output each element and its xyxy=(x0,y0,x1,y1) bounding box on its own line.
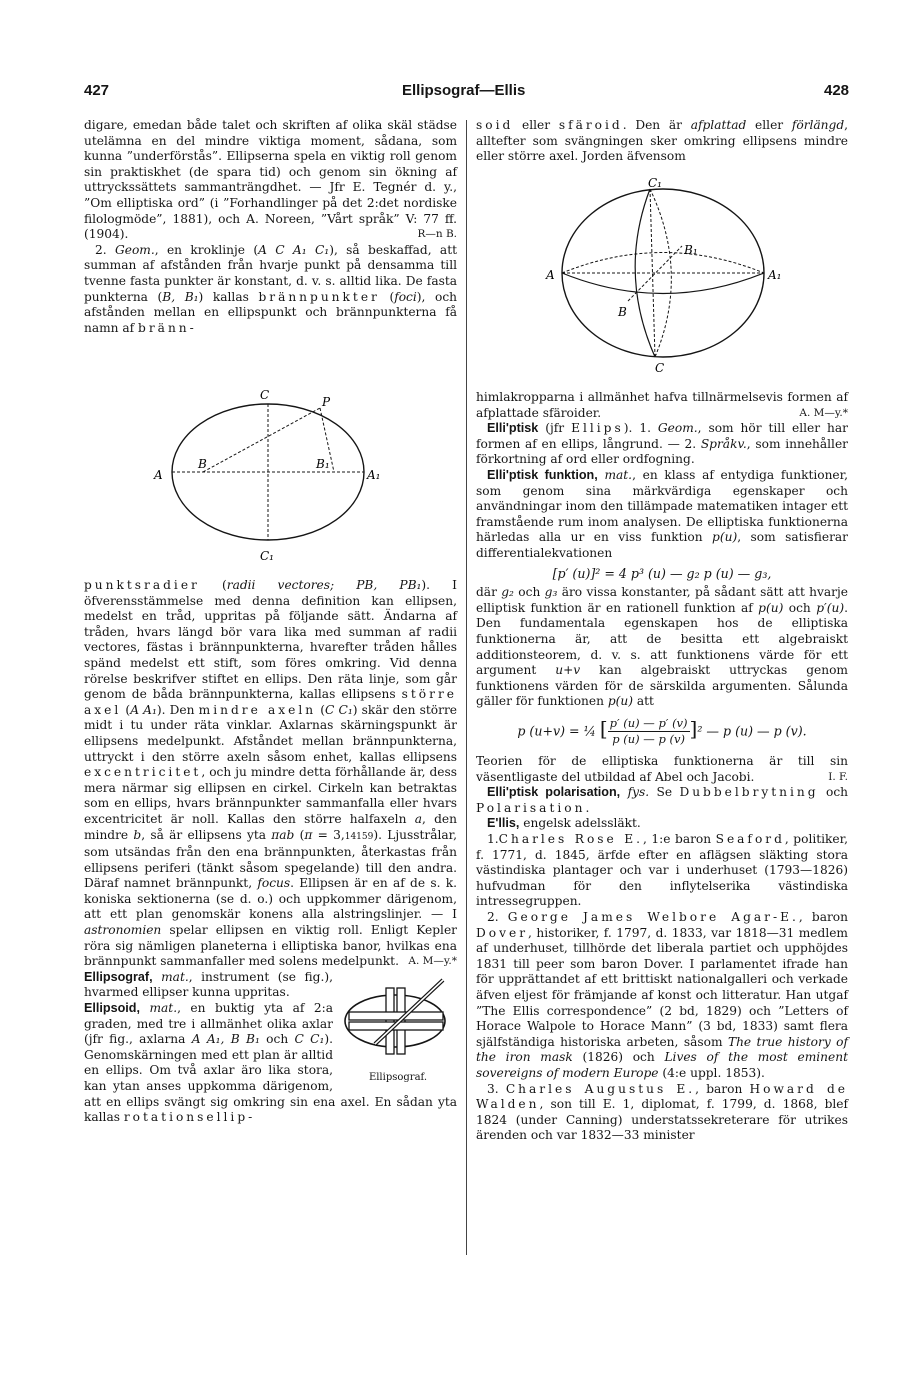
elliptisk-funktion-entry: Elli'ptisk funktion, mat., en klass af entydiga funktioner, som genom sina märkvärdiga egenskaper och användningar inom den tillämpade matematiken intager ett framstående rum inom analysen. De elliptiska funktionerna härledas alla ur en viss funktion p(u), som satisfierar differentialekvationen xyxy=(476,467,849,560)
ellipse-figure xyxy=(148,386,393,566)
page-number-right: 428 xyxy=(824,82,850,99)
ellis-1-entry: 1.Charles Rose E., 1:e baron Seaford, politiker, f. 1771, d. 1845, ärfde efter en aflägsen släkting stora västindiska plantager och var i underhuset (1793—1826) hufvudman för den inflytelserika västindiska intressegruppen. xyxy=(476,832,848,909)
label-b1: B₁ xyxy=(316,457,330,471)
ellipsoid-figure xyxy=(540,176,820,376)
ellis-entry: E'llis, engelsk adelssläkt. xyxy=(487,816,641,831)
polarisation-entry: Elli'ptisk polarisation, fys. Se Dubbelbrytning och Polarisation. xyxy=(476,785,848,815)
ellipsoid-end: himlakropparna i allmänhet hafva tillnärmelsevis formen af afplattade sfäroider. A. M—y.* xyxy=(476,390,848,420)
left-column-bottom xyxy=(84,578,457,1126)
label-a1: A₁ xyxy=(768,268,782,282)
ellis-3-entry: 3. Charles Augustus E., baron Howard de Walden, son till E. 1, diplomat, f. 1799, d. 1868, blef 1824 (under Canning) understatssekreterare för utrikes ärenden och var 1832—33 minister xyxy=(476,1081,848,1143)
left-column-top xyxy=(84,118,457,336)
signature: A. M—y.* xyxy=(408,955,457,968)
label-a: A xyxy=(154,468,163,482)
page-title: Ellipsograf—Ellis xyxy=(402,82,526,99)
label-b1: B₁ xyxy=(684,243,698,257)
label-c1-top: C₁ xyxy=(648,176,662,190)
ellipsoid-entry: Ellipsoid, mat., en buktig yta af 2:a graden, med tre i allmänhet olika axlar (jfr fig., axlarna A A₁, B B₁ och C C₁). Genomskärningen med ett plan är alltid en ellips. Om två axlar äro lika stora, kan ytan anses uppkomma därigenom, att en ellips svängt sig omkring sin ena axel. En sådan yta kallas rotationsellip- xyxy=(84,1001,457,1125)
ellipsograf-entry: Ellipsograf, mat., instrument (se fig.), hvarmed ellipser kunna uppritas. xyxy=(84,969,333,1000)
label-b: B xyxy=(198,457,207,471)
ellipsoid-continuation: soid eller sfäroid. Den är afplattad eller förlängd, alltefter som svängningen sker omkring ellipsens mindre eller större axel. Jorden äfvensom xyxy=(476,118,849,164)
ellips-geometry-paragraph: 2. Geom., en kroklinje (A C A₁ C₁), så beskaffad, att summan af afstånden från hvarje punkt på densamma till tvenne fasta punkter är konstant, d. v. s. alltid lika. De fasta punkterna (B, B₁) kallas brännpunkter (foci), och afstånden mellan en ellipspunkt och brännpunkterna få namn af bränn- xyxy=(84,242,458,335)
elliptisk-entry: Elli'ptisk (jfr Ellips). 1. Geom., som hör till eller har formen af en ellips, långrund. — 2. Språkv., som innehåller förkortning af ord eller ordfogning. xyxy=(476,421,848,467)
brannpunktsradier-paragraph: punktsradier (radii vectores; PB, PB₁). I öfverensstämmelse med denna definition kan ellipsen, medelst en tråd, uppritas på följande sätt. Ändarna af tråden, hvars längd bör vara lika med summan af radii vectores, fästas i brännpunkterna, hvarefter tråden hålles spänd medelst ett stift, som föres omkring. Vid denna rörelse beskrifver stiftet en ellips. Den räta linje, som går genom de båda brännpunkterna, kallas ellipsens större axel (A A₁). Den mindre axeln (C C₁) skär den större midt i tu under räta vinklar. Axlarnas skärningspunkt är ellipsens medelpunkt. Afståndet mellan brännpunkterna, uttryckt i den större axeln såsom enhet, kallas ellipsens excentricitet, och ju mindre detta förhållande är, dess mera närmar sig ellipsen en cirkel. Cirkeln kan betraktas som en ellips, hvars brännpunkter sammanfalla eller hvars excentricitet är noll. Kallas den större halfaxeln a, den mindre b, så är ellipsens yta πab (π = 3,14159). Ljusstrålar, som utsändas från den ena brännpunkten, återkastas från ellipsens periferi (tänkt såsom spegelande) till den andra. Däraf namnet brännpunkt, focus. Ellipsen är en af de s. k. koniska sektionerna (se d. o.) och uppkommer därigenom, att ett plan genomskär konens alla alstringslinjer. — I astronomien spelar ellipsen en viktig roll. Enligt Kepler röra sig nämligen planeterna i elliptiska banor, hvilkas ena brännpunkt sammanfaller med solens medelpunkt. A. M—y.* xyxy=(84,578,457,969)
differential-equation: [p′ (u)]² = 4 p³ (u) — g₂ p (u) — g₃, xyxy=(552,565,772,581)
ellips-language-paragraph: digare, emedan både talet och skriften af olika skäl städse utelämna en del mindre viktiga moment, sådana, som kunna ”underförstås”. Ellipserna spela en viktig roll genom sin praktiskhet (de spara tid) och genom sin ökning af uttryckssättets sammanträngdhet. — Jfr E. Tegnér d. y., ”Om elliptiska ord” (i ”Forhandlinger på det 2:det nordiske filologmöde”, 1881), och A. Noreen, ”Vårt språk” V: 77 ff. (1904). R—n B. xyxy=(84,118,457,242)
ellis-2-entry: 2. George James Welbore Agar-E., baron Dover, historiker, f. 1797, d. 1833, var 1818—31 medlem af underhuset, tillhörde det liberala partiet och upphöjdes 1831 till peer som baron Dover. I parlamentet ifrade han för upprättandet af ett brittiskt nationalgalleri och verkade äfven eljest för främjande af konst och litteratur. Han utgaf ”The Ellis correspondence” (2 bd, 1829) och ”Letters of Horace Walpole to Horace Mann” (3 bd, 1833) samt flera själfständiga historiska arbeten, såsom The true history of the iron mask (1826) och Lives of the most eminent sovereigns of modern Europe (4:e uppl. 1853). xyxy=(476,910,848,1080)
addition-theorem: p (u+v) = ¼ [ $\frac{p' (u) — p' (v)}{p (u) — p (v)}$ ]² — p (u) — p (v). xyxy=(517,715,807,747)
label-c1: C₁ xyxy=(260,549,274,563)
signature: A. M—y.* xyxy=(799,406,848,419)
elliptisk-funktion-end: Teorien för de elliptiska funktionerna är till sin väsentligaste del utbildad af Abel och Jacobi. I. F. xyxy=(476,754,848,784)
label-a1: A₁ xyxy=(367,468,381,482)
right-column-top xyxy=(476,118,848,165)
ellipsograf-caption: Ellipsograf. xyxy=(368,1072,428,1084)
label-c-bottom: C xyxy=(655,361,665,375)
right-column-bottom xyxy=(476,390,848,1144)
signature: I. F. xyxy=(828,770,848,783)
elliptisk-funktion-text: där g₂ och g₃ äro vissa konstanter, på sådant sätt att hvarje elliptisk funktion är en rationell funktion af p(u) och p′(u). Den fundamentala egenskapen hos de elliptiska funktionerna är, att de besitta ett algebraiskt additionsteorem, d. v. s. att funktionens värde för ett argument u+v kan algebraiskt uttryckas genom funktionens värden för de särskilda argumenten. Sålunda gäller för funktionen p(u) att xyxy=(476,585,849,709)
label-c: C xyxy=(260,388,270,402)
column-divider xyxy=(466,120,467,1255)
ellipsograf-figure xyxy=(339,974,457,1084)
label-a: A xyxy=(546,268,555,282)
page-number-left: 427 xyxy=(84,82,110,99)
label-b: B xyxy=(618,305,627,319)
signature: R—n B. xyxy=(417,228,457,241)
label-p: P xyxy=(322,395,331,409)
